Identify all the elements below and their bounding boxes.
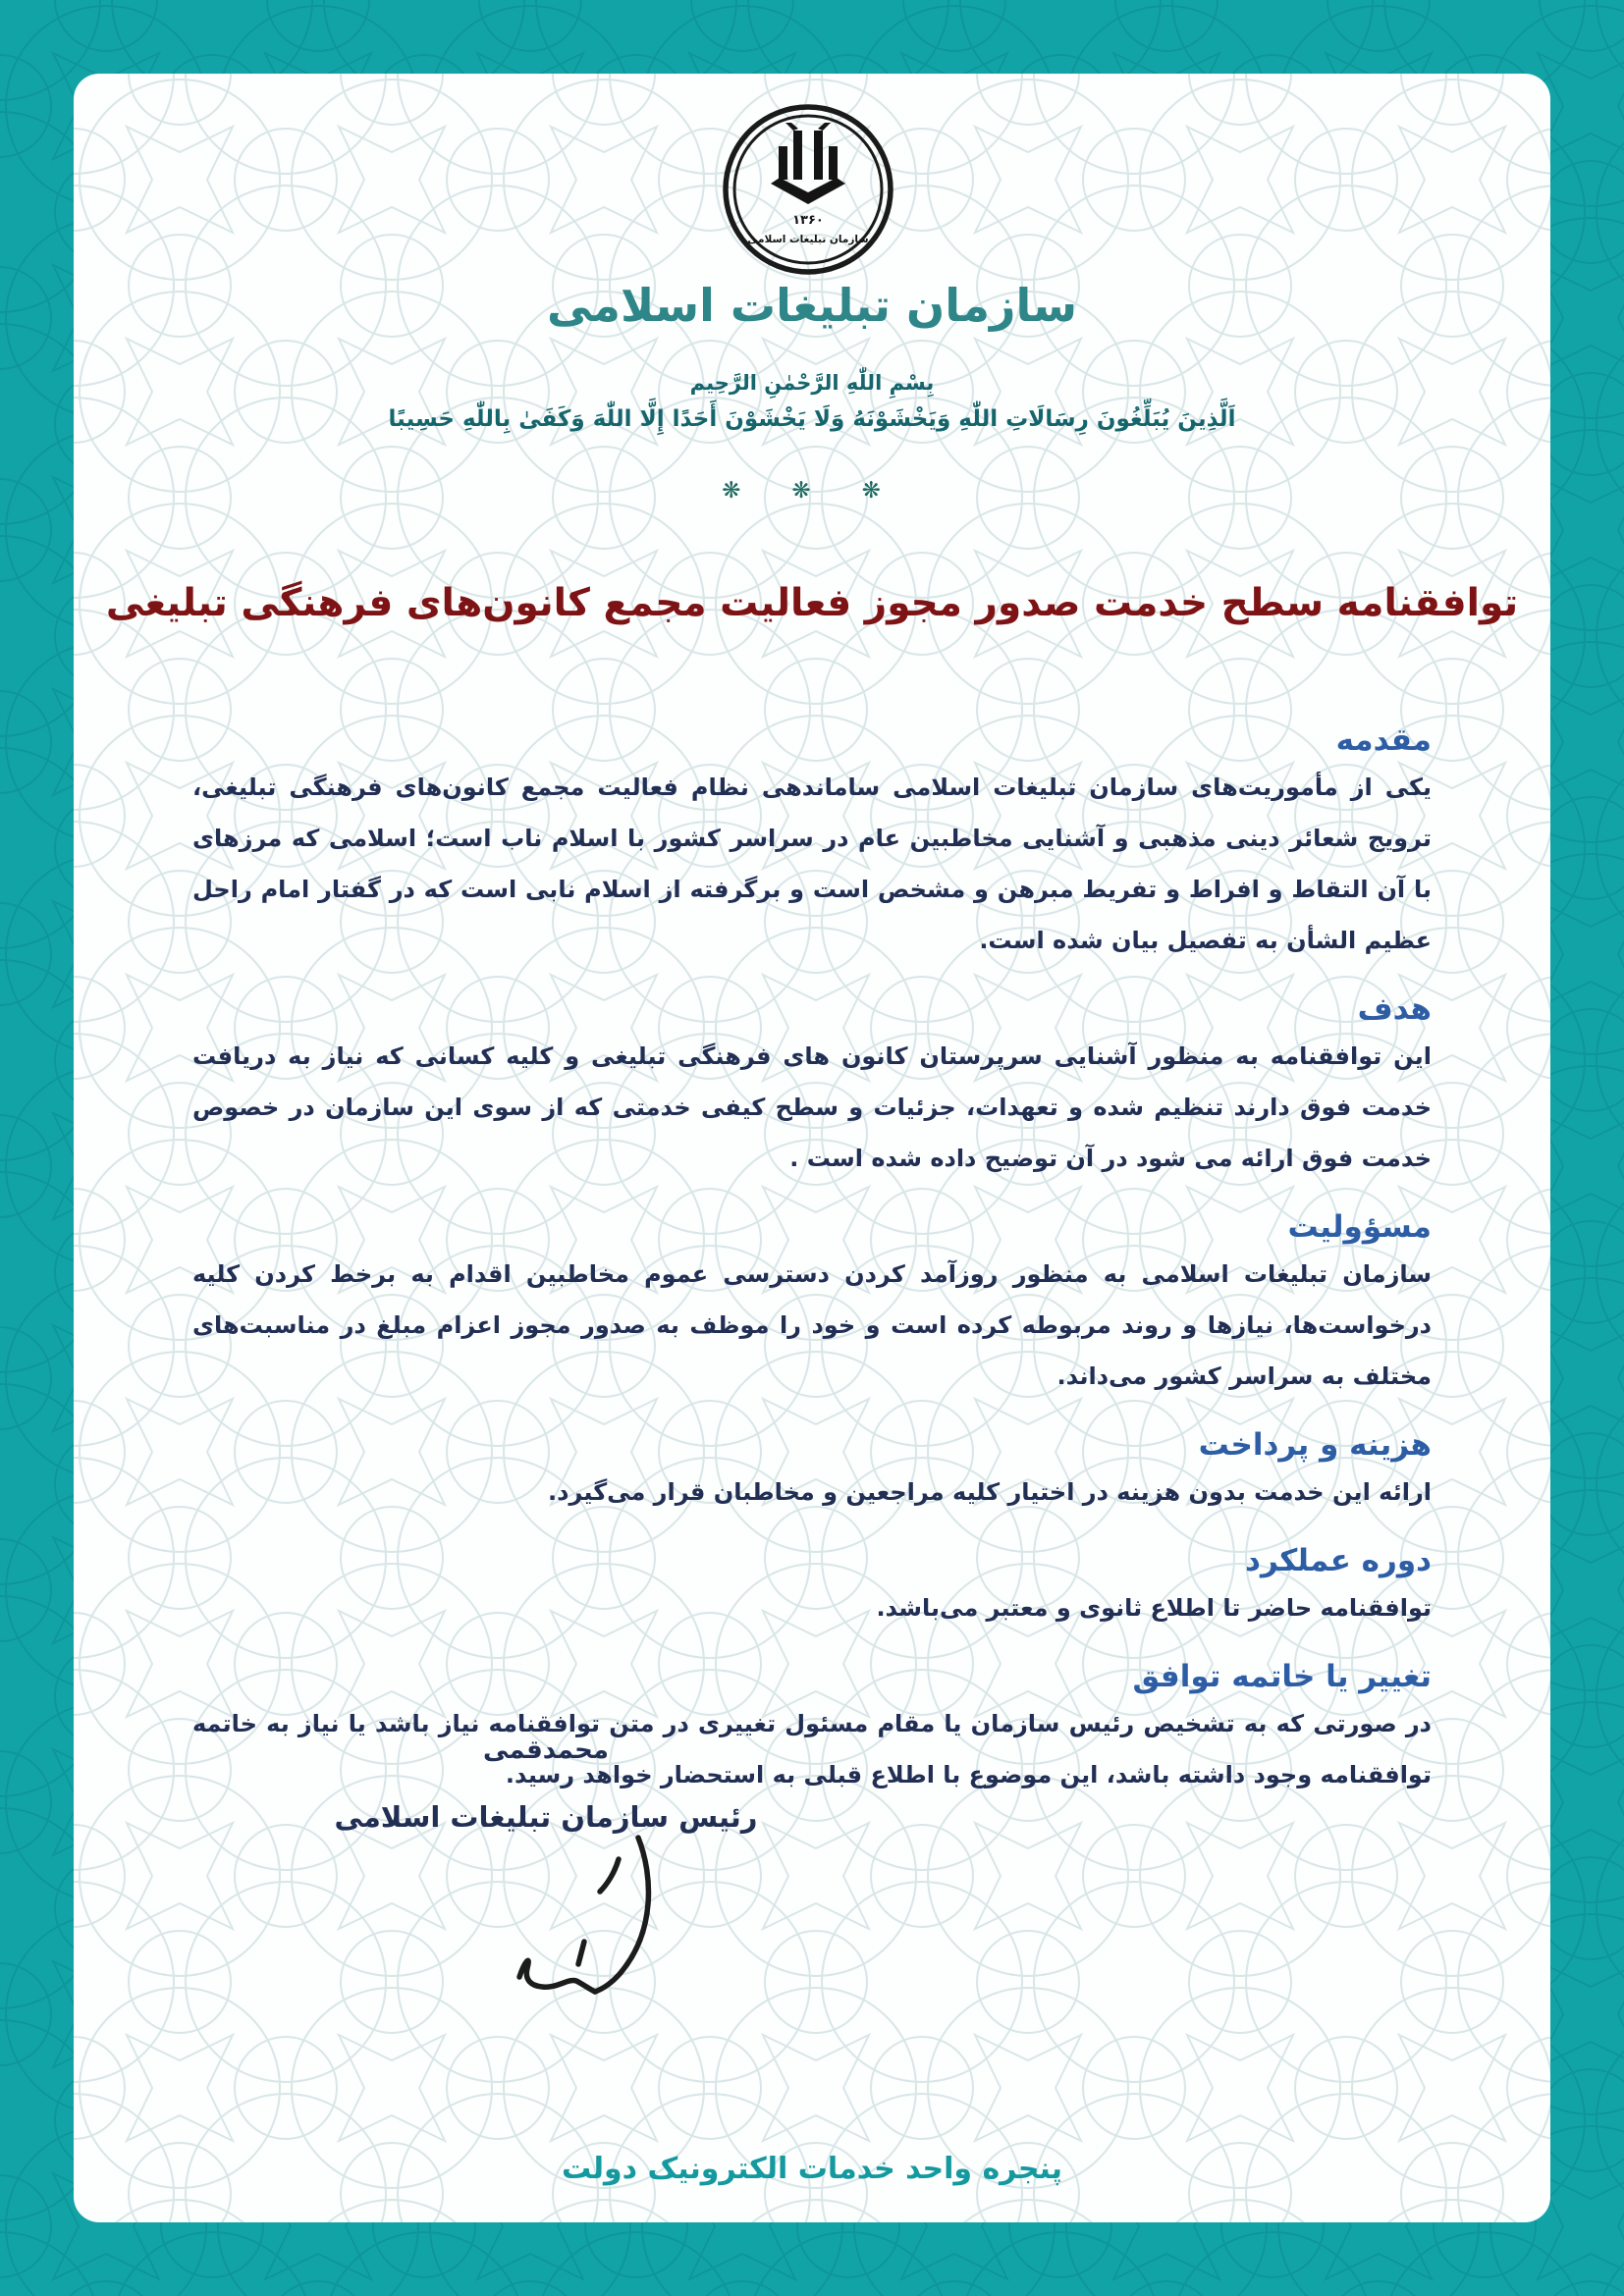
section-heading-introduction: مقدمه — [1335, 722, 1432, 758]
signature-block — [192, 1735, 899, 1834]
document-body — [192, 719, 1432, 1822]
section-heading-responsibility: مسؤولیت — [1287, 1209, 1432, 1245]
section-heading-cost-payment: هزینه و پرداخت — [1198, 1427, 1432, 1463]
bismillah-line: بِسْمِ اللّٰهِ الرَّحْمٰنِ الرَّحِیم — [689, 371, 935, 395]
section-body-change-termination: در صورتی که به تشخیص رئیس سازمان یا مقام مسئول تغییری در متن توافقنامه نیاز باشد یا نیاز به خاتمه توافقنامه وجود داشته باشد، این موضوع با اطلاع قبلی به استحضار خواهد رسید. — [192, 1710, 1432, 1789]
section-body-performance-period: توافقنامه حاضر تا اطلاع ثانوی و معتبر می‌باشد. — [876, 1594, 1432, 1622]
section-heading-goal: هدف — [1357, 991, 1432, 1027]
allah-kufic-emblem-icon — [771, 123, 845, 204]
organization-calligraphy: سازمان تبلیغات اسلامی — [546, 279, 1078, 332]
section-body-introduction: یکی از مأموریت‌های سازمان تبلیغات اسلامی ساماندهی نظام فعالیت مجمع کانون‌های فرهنگی تبلیغی، ترویج شعائر دینی مذهبی و آشنایی مخاطبین عام در سراسر کشور با اسلام ناب است؛ اسلامی که مرزهای با آن التقاط و افراط و تفریط مبرهن و مشخص است و برگرفته از اسلام نابی است که در گفتار امام راحل عظیم الشأن به تفصیل بیان شده است. — [192, 774, 1432, 954]
organization-seal-logo — [720, 101, 896, 278]
section-heading-performance-period: دوره عملکرد — [1245, 1543, 1432, 1578]
section-body-responsibility: سازمان تبلیغات اسلامی به منظور روزآمد کردن دسترسی عموم مخاطبین اقدام به برخط کردن کلیه درخواست‌ها، نیازها و روند مربوطه کرده است و خود را موظف به صدور مجوز اعزام مبلغ در مناسبت‌های مختلف به سراسر کشور می‌داند. — [192, 1260, 1432, 1390]
section-body-cost-payment: ارائه این خدمت بدون هزینه در اختیار کلیه مراجعین و مخاطبان قرار می‌گیرد. — [548, 1478, 1432, 1506]
signer-name: محمدقمی — [482, 1735, 610, 1765]
emblem-diamond-icon — [801, 177, 815, 190]
footer-egov-label: پنجره واحد خدمات الکترونیک دولت — [562, 2152, 1062, 2186]
quran-verse-line: اَلَّذِینَ یُبَلِّغُونَ رِسَالَاتِ اللّٰهِ وَیَخْشَوْنَهُ وَلَا یَخْشَوْنَ أَحَدًا إِلَّا اللّٰهَ وَکَفَىٰ بِاللّٰهِ حَسِیبًا — [388, 406, 1236, 432]
seal-year: ۱۳۶۰ — [792, 213, 824, 228]
section-heading-change-termination: تغییر یا خاتمه توافق — [1132, 1659, 1432, 1694]
document-title: توافقنامه سطح خدمت صدور مجوز فعالیت مجمع کانون‌های فرهنگی تبلیغی — [105, 581, 1519, 625]
signer-role: رئیس سازمان تبلیغات اسلامی — [334, 1800, 758, 1834]
seal-ring-text: سازمان تبلیغات اسلامی — [747, 234, 869, 245]
asterisk-separator-icon: ❋ ❋ ❋ — [722, 478, 902, 504]
section-body-goal: این توافقنامه به منظور آشنایی سرپرستان کانون های فرهنگی تبلیغی و کلیه کسانی که نیاز به دریافت خدمت فوق دارند تنظیم شده و تعهدات، جزئیات و سطح کیفی خدمتی که از سوی این سازمان در خصوص خدمت فوق ارائه می شود در آن توضیح داده شده است . — [192, 1042, 1432, 1172]
handwritten-signature — [496, 1828, 702, 2024]
